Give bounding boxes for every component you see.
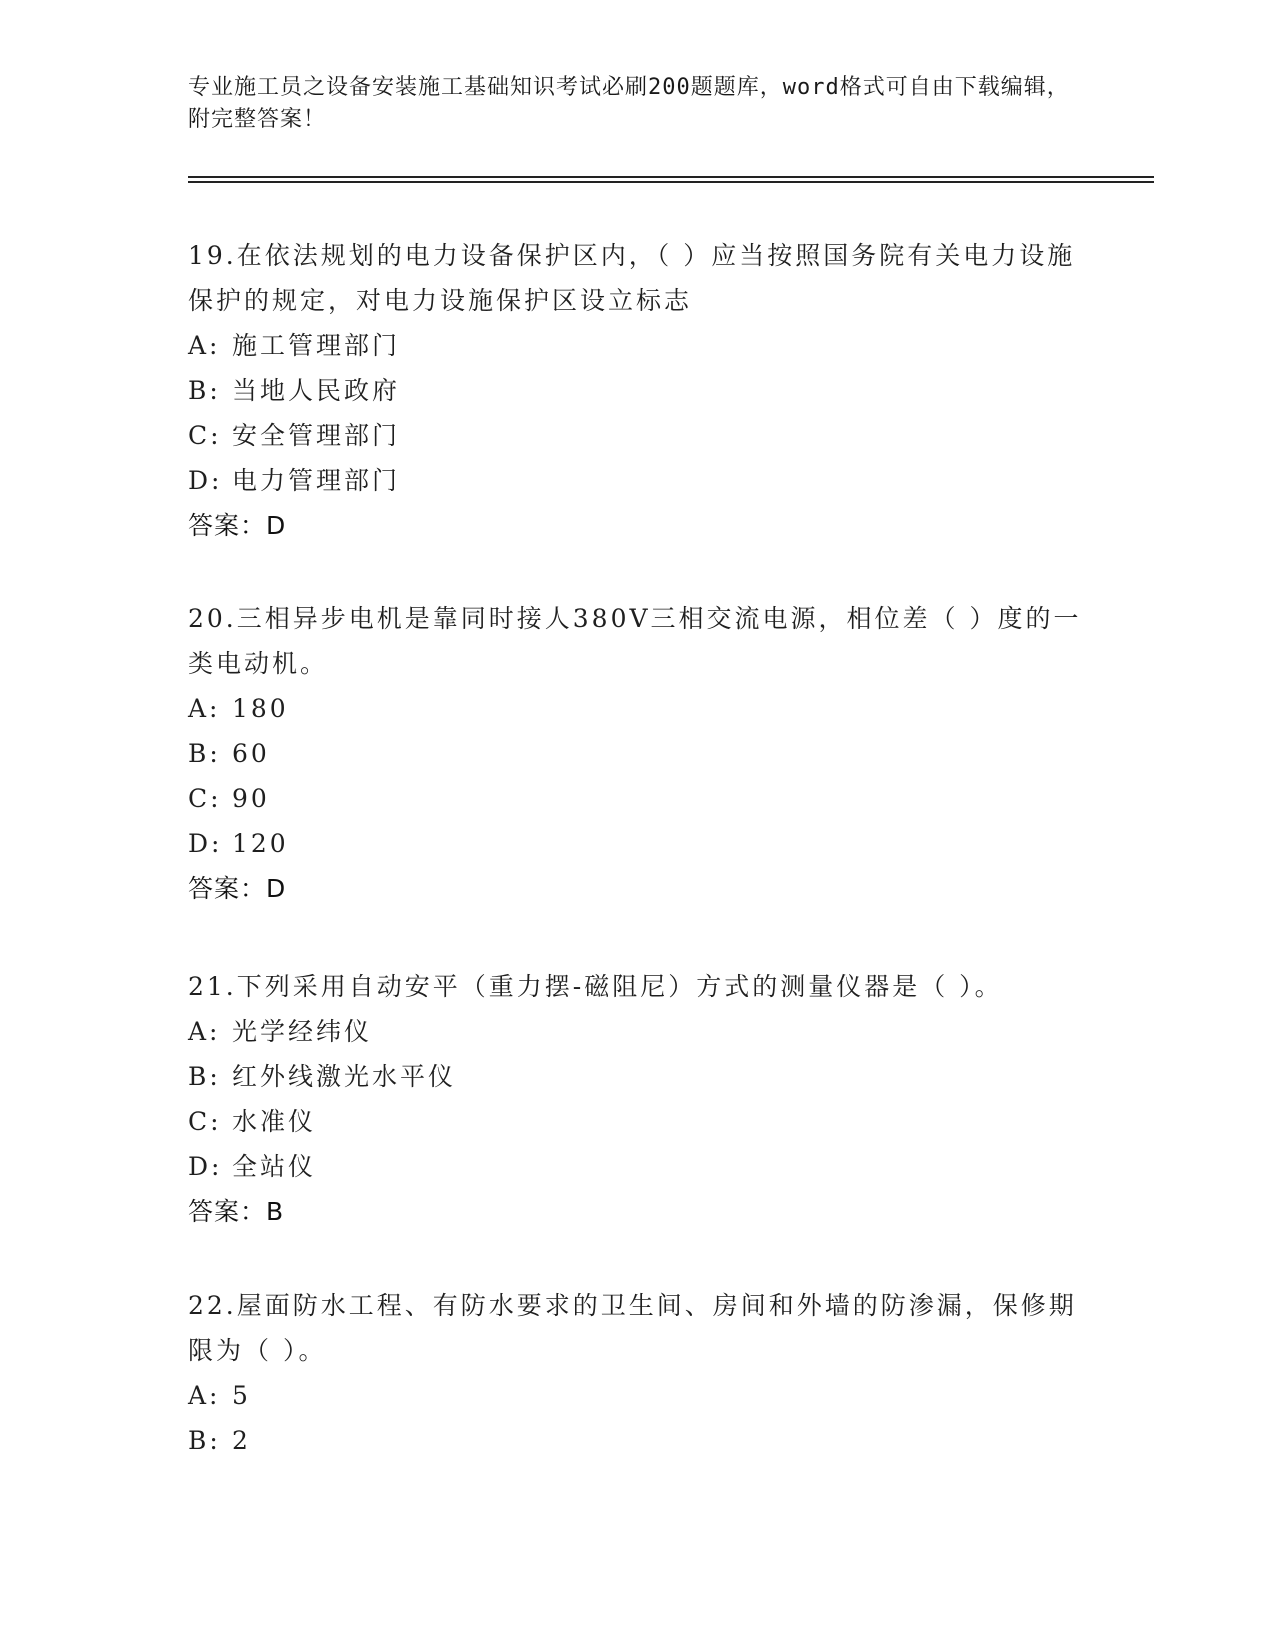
option-text: 当地人民政府: [232, 376, 401, 405]
question-20: [188, 596, 1088, 911]
option-a: [188, 1009, 1088, 1054]
option-text: 红外线激光水平仪: [232, 1062, 457, 1091]
option-c: [188, 413, 1088, 458]
option-text: 5: [232, 1381, 251, 1410]
question-22: [188, 1283, 1088, 1463]
option-key: D:: [188, 1152, 223, 1181]
option-b: [188, 368, 1088, 413]
option-key: B:: [188, 739, 221, 768]
option-text: 安全管理部门: [232, 421, 401, 450]
option-b: [188, 1054, 1088, 1099]
option-text: 180: [232, 694, 289, 723]
answer-line: 答案：D: [188, 874, 287, 903]
option-text: 光学经纬仪: [232, 1017, 373, 1046]
option-text: 60: [232, 739, 270, 768]
option-key: B:: [188, 1426, 221, 1455]
option-text: 90: [232, 784, 270, 813]
option-c: [188, 1099, 1088, 1144]
answer-line: 答案：B: [188, 1197, 285, 1226]
option-text: 水准仪: [232, 1107, 317, 1136]
header-divider-bottom: [188, 181, 1154, 183]
option-key: A:: [188, 694, 221, 723]
option-c: [188, 776, 1088, 821]
option-key: A:: [188, 1017, 221, 1046]
option-key: B:: [188, 376, 221, 405]
option-d: [188, 1144, 1088, 1189]
option-text: 施工管理部门: [232, 331, 401, 360]
option-key: C:: [188, 1107, 222, 1136]
option-a: [188, 323, 1088, 368]
option-a: [188, 1373, 1088, 1418]
document-header: 专业施工员之设备安装施工基础知识考试必刷200题题库，word格式可自由下载编辑，附完整答案！: [188, 75, 1070, 132]
option-key: A:: [188, 1381, 221, 1410]
option-text: 全站仪: [232, 1152, 317, 1181]
option-d: [188, 821, 1088, 866]
answer-line: 答案：D: [188, 511, 287, 540]
question-text: 20.三相异步电机是靠同时接人380V三相交流电源，相位差（ ）度的一类电动机。: [188, 604, 1082, 678]
option-b: [188, 731, 1088, 776]
option-b: [188, 1418, 1088, 1463]
question-19: [188, 233, 1088, 548]
option-d: [188, 458, 1088, 503]
option-key: D:: [188, 466, 223, 495]
option-text: 电力管理部门: [232, 466, 401, 495]
question-text: 21.下列采用自动安平（重力摆-磁阻尼）方式的测量仪器是（ ）。: [188, 972, 1003, 1001]
option-key: D:: [188, 829, 223, 858]
question-text: 19.在依法规划的电力设备保护区内，（ ）应当按照国务院有关电力设施保护的规定，对电力设施保护区设立标志: [188, 241, 1076, 315]
option-text: 2: [232, 1426, 251, 1455]
option-a: [188, 686, 1088, 731]
option-key: C:: [188, 421, 222, 450]
header-divider-top: [188, 176, 1154, 178]
question-text: 22.屋面防水工程、有防水要求的卫生间、房间和外墙的防渗漏，保修期限为（ ）。: [188, 1291, 1077, 1365]
option-key: C:: [188, 784, 222, 813]
option-key: A:: [188, 331, 221, 360]
option-text: 120: [232, 829, 289, 858]
question-21: [188, 964, 1088, 1234]
option-key: B:: [188, 1062, 221, 1091]
